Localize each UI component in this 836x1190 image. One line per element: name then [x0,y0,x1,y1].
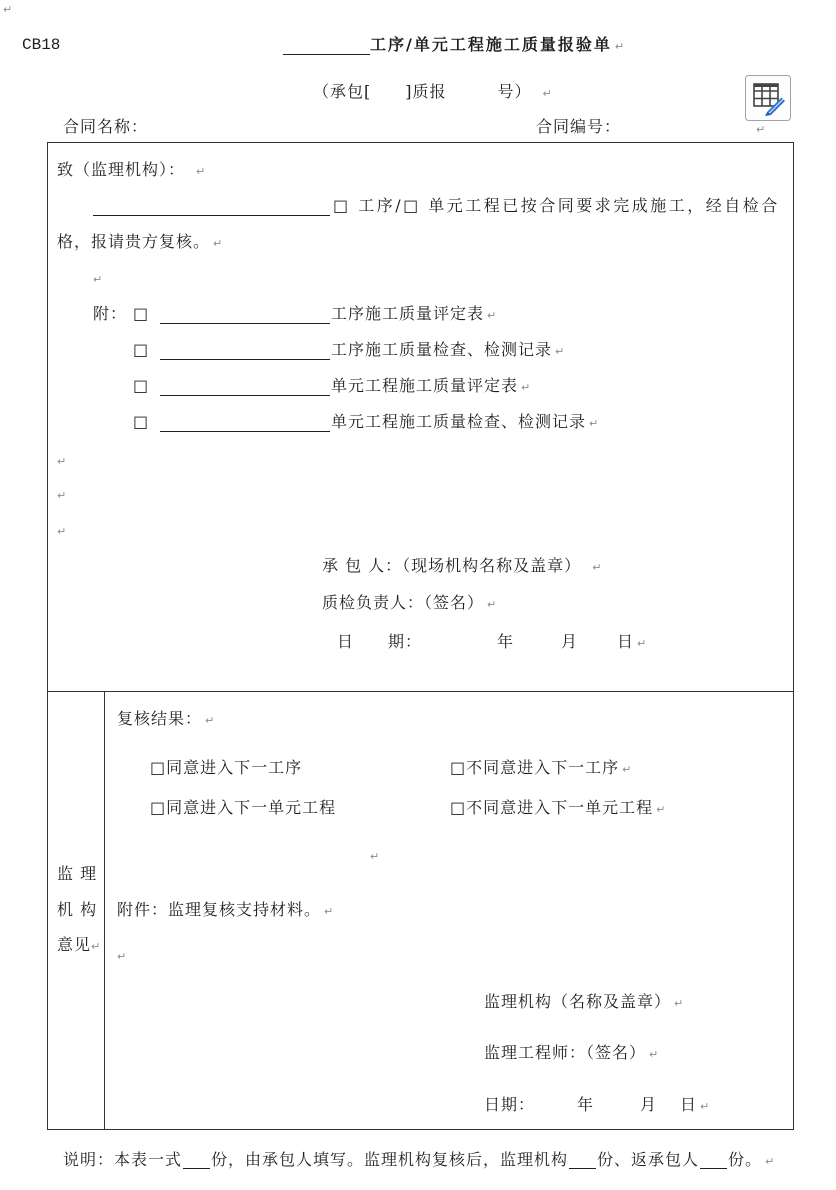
paragraph-mark: ↵ [117,950,127,963]
contract-number-label: 合同编号： [536,117,622,136]
supervising-engineer-line [484,1043,658,1065]
supervisor-date-day: 日 [680,1095,698,1114]
attachment-item-label: 工序施工质量评定表 [331,304,485,323]
inspector-signature-line [322,593,496,615]
paragraph-mark: ↵ [637,637,647,650]
paragraph-mark: ↵ [205,714,215,727]
supervising-engineer-label: 监理工程师：（签名） [484,1043,647,1062]
attachment-item [331,304,496,326]
footer-note-part: 份。 [728,1150,763,1169]
contractor-date-day-line [617,632,646,654]
paragraph-mark: ↵ [93,273,103,286]
paragraph-mark: ↵ [324,905,334,918]
serial-number: （承包[ ]质报 号） [313,82,532,101]
attachments-label: 附： [93,304,128,323]
paragraph-mark: ↵ [700,1100,710,1113]
form-code: CB18 [22,36,61,54]
paragraph-mark: ↵ [370,850,380,863]
option-disagree-next-process: □不同意进入下一工序 [450,758,620,777]
paragraph-mark: ↵ [592,561,602,574]
option-disagree-next-unit: □不同意进入下一单元工程 [450,798,654,817]
paragraph-mark: ↵ [213,237,223,250]
attachment-item [331,412,598,434]
attachment-item [331,376,530,398]
review-result-line [117,709,214,731]
work-item-blank [93,196,330,216]
attachment-item-label: 工序施工质量检查、检测记录 [331,340,553,359]
paragraph-mark: ↵ [622,763,632,776]
paragraph-mark: ↵ [555,345,565,358]
paragraph-mark: ↵ [756,123,766,136]
paragraph-mark-line [57,520,66,542]
footer-note-part: 份、返承包人 [597,1150,700,1169]
supervisor-org-line [484,992,683,1014]
attachment-count-blank [160,340,330,360]
paragraph-mark-line [756,118,765,140]
paragraph-mark: ↵ [196,165,206,178]
paragraph-mark-line [93,268,102,290]
supervisor-side-label: 意见 [57,935,92,954]
contractor-date-label: 日 期： [337,632,423,651]
attachment-checkbox: □ [133,376,150,395]
attachment-count-blank [160,376,330,396]
contractor-date-month: 月 [561,632,579,651]
paragraph-mark: ↵ [487,309,497,322]
project-name-blank [283,35,370,55]
option-disagree-next-process-line [450,758,631,780]
option-disagree-next-unit-line [450,798,665,820]
attachment-note: 附件：监理复核支持材料。 [117,900,322,919]
supervisor-date-day-line [680,1095,709,1117]
paragraph-mark-line [117,945,126,967]
contractor-date-day: 日 [617,632,635,651]
copies-contractor-blank [700,1153,727,1169]
paragraph-mark: ↵ [521,381,531,394]
supervisor-date-year: 年 [577,1095,595,1114]
contractor-label: 承 包 人：（现场机构名称及盖章） [322,556,582,575]
table-column-divider [104,691,105,1130]
paragraph-mark: ↵ [57,525,67,538]
table-edit-icon[interactable] [745,75,791,121]
contract-name-label: 合同名称： [63,117,149,136]
paragraph-mark: ↵ [57,489,67,502]
attachment-checkbox: □ [133,340,150,359]
attachment-item-label: 单元工程施工质量评定表 [331,376,519,395]
paragraph-mark: ↵ [614,40,625,53]
supervisor-side-label: 机 构 [57,900,98,919]
footer-note-part: 说明：本表一式 [63,1150,183,1169]
footer-note [63,1150,774,1172]
paragraph-mark: ↵ [487,598,497,611]
paragraph-mark: ↵ [656,803,666,816]
form-title: 工序/单元工程施工质量报验单 [370,35,612,54]
paragraph-mark: ↵ [91,940,101,953]
attachment-checkbox: □ [133,304,150,323]
attachment-item-label: 单元工程施工质量检查、检测记录 [331,412,587,431]
copies-total-blank [183,1153,210,1169]
supervisor-date-month: 月 [640,1095,658,1114]
footer-note-part: 份，由承包人填写。监理机构复核后，监理机构 [211,1150,569,1169]
attachment-item [331,340,564,362]
paragraph-mark: ↵ [649,1048,659,1061]
paragraph-mark-line [3,0,12,20]
contractor-signature-line [322,556,601,578]
attachment-note-line [117,900,333,922]
paragraph-mark: ↵ [57,455,67,468]
addressee-line [57,160,205,182]
review-result-label: 复核结果： [117,709,203,728]
attachment-count-blank [160,412,330,432]
quality-inspector-label: 质检负责人：（签名） [322,593,485,612]
supervisor-org-label: 监理机构（名称及盖章） [484,992,672,1011]
paragraph-mark-line [57,450,66,472]
paragraph-mark: ↵ [674,997,684,1010]
paragraph-mark: ↵ [542,87,552,100]
paragraph-mark: ↵ [765,1155,775,1168]
supervisor-side-label-line [57,935,100,957]
attachment-checkbox: □ [133,412,150,431]
declaration-text: 格，报请贵方复核。 [57,232,211,251]
addressee: 致（监理机构）： [57,160,186,179]
serial-number-line [313,82,552,104]
contractor-date-year: 年 [497,632,515,651]
paragraph-mark: ↵ [589,417,599,430]
option-agree-next-process: □同意进入下一工序 [150,758,303,777]
supervisor-side-label: 监 理 [57,864,98,883]
paragraph-mark-line [57,484,66,506]
paragraph-mark: ↵ [3,3,13,16]
attachment-count-blank [160,304,330,324]
form-title-line [370,35,624,57]
supervisor-date-label: 日期： [484,1095,536,1114]
copies-supervisor-blank [569,1153,596,1169]
table-row-divider [47,691,794,692]
option-agree-next-unit: □同意进入下一单元工程 [150,798,337,817]
declaration-line-1: □ 工序/□ 单元工程已按合同要求完成施工，经自检合 [333,196,780,215]
paragraph-mark-line [370,845,379,867]
declaration-line-2 [57,232,222,254]
